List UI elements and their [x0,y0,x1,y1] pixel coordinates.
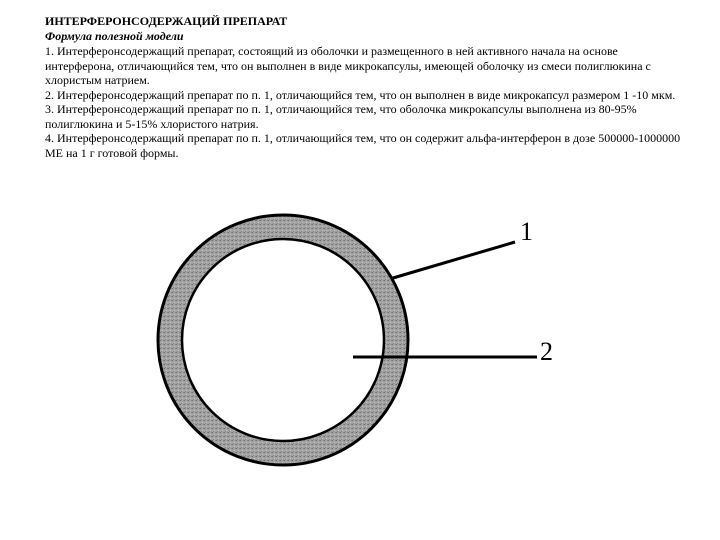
leader-line-1 [393,242,515,278]
document-subtitle: Формула полезной модели [45,29,184,43]
capsule-core [182,239,384,441]
claim-2: 2. Интерферонсодержащий препарат по п. 1, отличающийся тем, что он выполнен в виде микрокапсул размером 1 -10 мкм. [45,87,676,102]
claim-1: 1. Интерферонсодержащий препарат, состоящий из оболочки и размещенного в ней активного начала на основе интерферона, отличающийся тем, что он выполнен в виде микрокапсулы, имеющей оболочку из смеси полиглюкина с хлористым натрием. [45,44,651,87]
claim-4: 4. Интерферонсодержащий препарат по п. 1, отличающийся тем, что он содержит альфа-интерферон в дозе 500000-1000000 МЕ на 1 г готовой формы. [45,131,681,160]
figure-label-1: 1 [520,217,533,246]
figure-label-2: 2 [540,337,553,366]
document-title: ИНТЕРФЕРОНСОДЕРЖАЦИЙ ПРЕПАРАТ [45,14,288,28]
claim-3: 3. Интерферонсодержащий препарат по п. 1, отличающийся тем, что оболочка микрокапсулы выполнена из 80-95% полиглюкина и 5-15% хлористого натрия. [45,102,637,131]
